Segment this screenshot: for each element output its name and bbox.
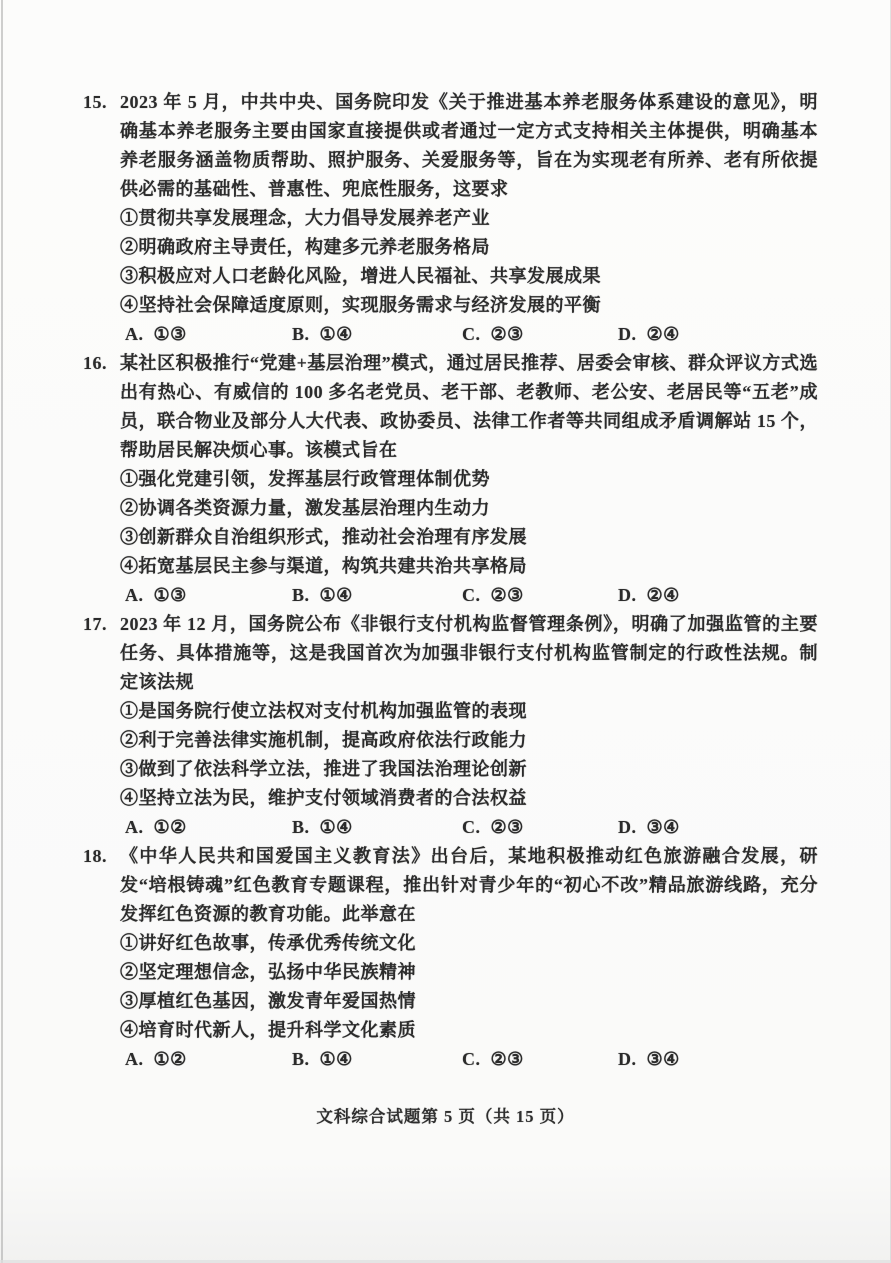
question-16 xyxy=(83,349,818,610)
option-line-2: ②坚定理想信念，弘扬中华民族精神 xyxy=(120,962,416,982)
question-number: 17. xyxy=(83,614,107,634)
choice-value: ①③ xyxy=(153,324,187,344)
choice-label: C. xyxy=(462,324,481,344)
option-line-1: ①讲好红色故事，传承优秀传统文化 xyxy=(120,933,416,953)
choice-label: B. xyxy=(292,1049,310,1069)
choice-label: D. xyxy=(618,1049,637,1069)
choice-label: D. xyxy=(618,324,637,344)
question-18 xyxy=(83,842,818,1074)
choice-value: ③④ xyxy=(646,1049,680,1069)
questions-block xyxy=(83,88,818,1074)
choice-c xyxy=(462,320,618,349)
choice-value: ①④ xyxy=(319,324,353,344)
question-15 xyxy=(83,88,818,349)
choice-label: C. xyxy=(462,1049,481,1069)
choice-d xyxy=(618,1045,818,1074)
choice-value: ②③ xyxy=(490,324,524,344)
option-line-4: ④坚持社会保障适度原则，实现服务需求与经济发展的平衡 xyxy=(120,295,601,315)
choice-d xyxy=(618,320,818,349)
choice-label: A. xyxy=(125,324,144,344)
choice-value: ②④ xyxy=(646,324,680,344)
choice-label: A. xyxy=(125,1049,144,1069)
scan-edge-left xyxy=(1,0,3,1263)
choice-d xyxy=(618,581,818,610)
choice-value: ①② xyxy=(153,817,187,837)
choice-b xyxy=(292,813,462,842)
question-17 xyxy=(83,610,818,842)
choice-b xyxy=(292,581,462,610)
choice-a xyxy=(125,1045,292,1074)
choice-label: B. xyxy=(292,324,310,344)
page-footer: 文科综合试题第 5 页（共 15 页） xyxy=(316,1107,575,1126)
choice-value: ①③ xyxy=(153,585,187,605)
question-stem: 某社区积极推行“党建+基层治理”模式，通过居民推荐、居委会审核、群众评议方式选出有热心、有威信的 100 多名老党员、老干部、老教师、老公安、老居民等“五老”成员，联合物业及部分人大代表、政协委员、法律工作者等共同组成矛盾调解站 15 个，帮助居民解决烦心事。该模式旨在 xyxy=(120,353,818,460)
choice-value: ②④ xyxy=(646,585,680,605)
option-line-4: ④培育时代新人，提升科学文化素质 xyxy=(120,1020,416,1040)
question-number: 16. xyxy=(83,353,107,373)
choice-a xyxy=(125,813,292,842)
choice-a xyxy=(125,320,292,349)
choice-label: A. xyxy=(125,585,144,605)
choice-label: D. xyxy=(618,585,637,605)
answer-choices-row xyxy=(120,581,818,610)
choice-b xyxy=(292,320,462,349)
choice-value: ①② xyxy=(153,1049,187,1069)
option-line-3: ③厚植红色基因，激发青年爱国热情 xyxy=(120,991,416,1011)
choice-value: ②③ xyxy=(490,1049,524,1069)
question-number: 15. xyxy=(83,92,107,112)
choice-label: A. xyxy=(125,817,144,837)
choice-label: C. xyxy=(462,817,481,837)
choice-value: ①④ xyxy=(319,1049,353,1069)
choice-value: ③④ xyxy=(646,817,680,837)
choice-label: C. xyxy=(462,585,481,605)
option-line-4: ④坚持立法为民，维护支付领域消费者的合法权益 xyxy=(120,788,527,808)
option-line-3: ③做到了依法科学立法，推进了我国法治理论创新 xyxy=(120,759,527,779)
option-line-1: ①强化党建引领，发挥基层行政管理体制优势 xyxy=(120,469,490,489)
choice-label: D. xyxy=(618,817,637,837)
choice-d xyxy=(618,813,818,842)
choice-value: ①④ xyxy=(319,585,353,605)
choice-label: B. xyxy=(292,817,310,837)
answer-choices-row xyxy=(120,813,818,842)
choice-c xyxy=(462,581,618,610)
option-line-4: ④拓宽基层民主参与渠道，构筑共建共治共享格局 xyxy=(120,556,527,576)
option-line-3: ③创新群众自治组织形式，推动社会治理有序发展 xyxy=(120,527,527,547)
option-line-1: ①是国务院行使立法权对支付机构加强监管的表现 xyxy=(120,701,527,721)
option-line-2: ②利于完善法律实施机制，提高政府依法行政能力 xyxy=(120,730,527,750)
question-stem: 2023 年 5 月，中共中央、国务院印发《关于推进基本养老服务体系建设的意见》，明确基本养老服务主要由国家直接提供或者通过一定方式支持相关主体提供，明确基本养老服务涵盖物质帮助、照护服务、关爱服务等，旨在为实现老有所养、老有所依提供必需的基础性、普惠性、兜底性服务，这要求 xyxy=(120,92,818,199)
choice-b xyxy=(292,1045,462,1074)
choice-a xyxy=(125,581,292,610)
choice-value: ①④ xyxy=(319,817,353,837)
choice-value: ②③ xyxy=(490,817,524,837)
question-stem: 2023 年 12 月，国务院公布《非银行支付机构监督管理条例》，明确了加强监管的主要任务、具体措施等，这是我国首次为加强非银行支付机构监管制定的行政性法规。制定该法规 xyxy=(120,614,818,692)
answer-choices-row xyxy=(120,320,818,349)
question-stem: 《中华人民共和国爱国主义教育法》出台后，某地积极推动红色旅游融合发展，研发“培根铸魂”红色教育专题课程，推出针对青少年的“初心不改”精品旅游线路，充分发挥红色资源的教育功能。此举意在 xyxy=(120,846,818,924)
answer-choices-row xyxy=(120,1045,818,1074)
option-line-1: ①贯彻共享发展理念，大力倡导发展养老产业 xyxy=(120,208,490,228)
choice-c xyxy=(462,813,618,842)
choice-value: ②③ xyxy=(490,585,524,605)
option-line-2: ②明确政府主导责任，构建多元养老服务格局 xyxy=(120,237,490,257)
choice-c xyxy=(462,1045,618,1074)
question-number: 18. xyxy=(83,846,107,866)
option-line-3: ③积极应对人口老龄化风险，增进人民福祉、共享发展成果 xyxy=(120,266,601,286)
choice-label: B. xyxy=(292,585,310,605)
option-line-2: ②协调各类资源力量，激发基层治理内生动力 xyxy=(120,498,490,518)
